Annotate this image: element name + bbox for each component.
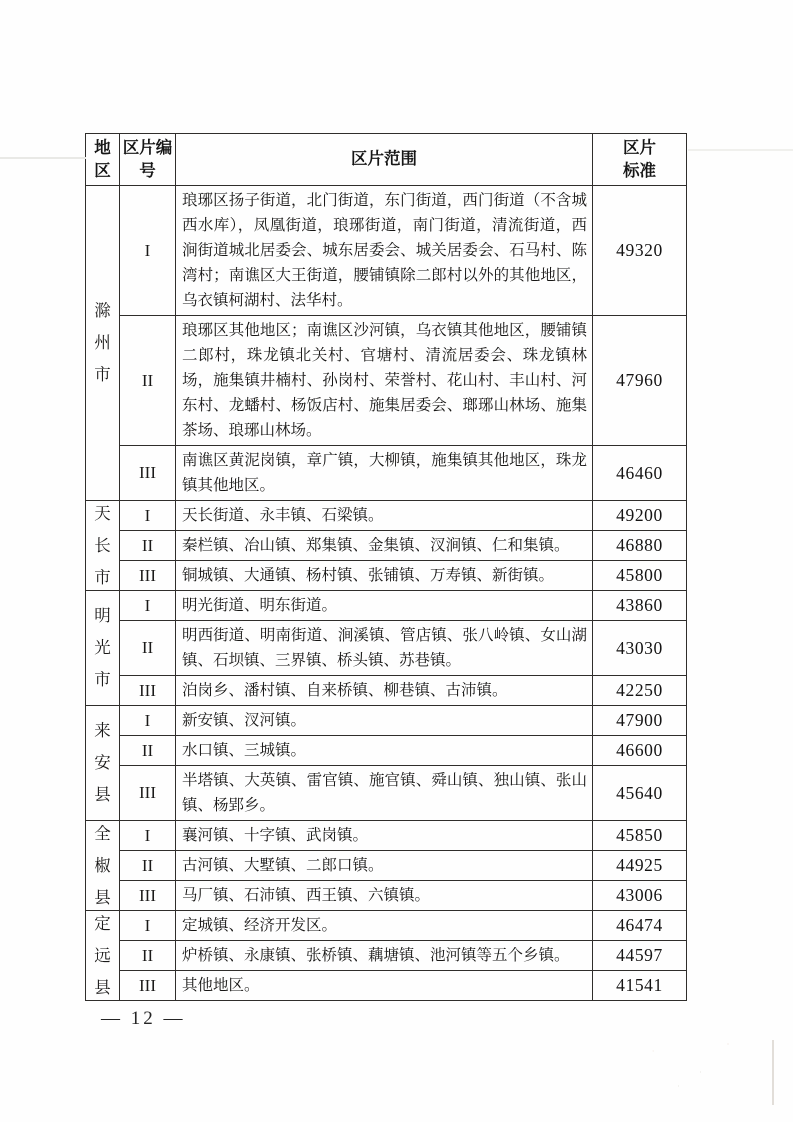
region-char: 来 — [94, 721, 111, 740]
zone-standard-cell: 43860 — [593, 591, 687, 621]
region-char: 县 — [94, 785, 111, 804]
page-number: — 12 — — [101, 1008, 186, 1029]
zone-standard-cell: 44597 — [593, 941, 687, 971]
header-zone-scope-label: 区片范围 — [351, 150, 417, 169]
scan-artifact-noise — [640, 1030, 750, 1100]
region-char: 县 — [94, 887, 111, 907]
zone-scope-cell: 新安镇、汊河镇。 — [176, 706, 593, 736]
zone-scope-cell: 水口镇、三城镇。 — [176, 736, 593, 766]
region-cell — [86, 591, 120, 706]
zone-standard-cell: 42250 — [593, 676, 687, 706]
table-row — [86, 591, 687, 621]
zone-scope-cell: 秦栏镇、冶山镇、郑集镇、金集镇、汊涧镇、仁和集镇。 — [176, 531, 593, 561]
zone-number-cell: II — [120, 736, 176, 766]
region-char: 州 — [94, 333, 111, 352]
zone-number-cell: I — [120, 591, 176, 621]
zone-number-cell: III — [120, 446, 176, 501]
zone-standard-cell: 45800 — [593, 561, 687, 591]
table-row — [86, 736, 687, 766]
region-char: 定 — [94, 913, 111, 933]
header-zone-standard-label: 区片标准 — [623, 138, 656, 180]
region-char: 明 — [94, 606, 111, 625]
table-header-row — [86, 134, 687, 186]
table-row — [86, 501, 687, 531]
table-row — [86, 561, 687, 591]
zone-number-cell: II — [120, 621, 176, 676]
table-row — [86, 531, 687, 561]
zone-standard-cell: 43030 — [593, 621, 687, 676]
region-char: 安 — [94, 753, 111, 772]
region-cell — [86, 911, 120, 1001]
zone-number-cell: III — [120, 881, 176, 911]
header-zone-number-label: 区片编号 — [122, 138, 173, 180]
header-region-label: 地区 — [94, 138, 111, 180]
zone-scope-cell: 铜城镇、大通镇、杨村镇、张铺镇、万寿镇、新街镇。 — [176, 561, 593, 591]
header-zone-number — [120, 134, 176, 186]
table-row — [86, 446, 687, 501]
scan-artifact-streak — [772, 1040, 774, 1105]
zone-scope-cell: 泊岗乡、潘村镇、自来桥镇、柳巷镇、古沛镇。 — [176, 676, 593, 706]
region-char: 市 — [94, 567, 111, 587]
zone-number-cell: I — [120, 821, 176, 851]
table-row — [86, 851, 687, 881]
zone-standard-cell: 49200 — [593, 501, 687, 531]
zone-scope-cell: 天长街道、永丰镇、石梁镇。 — [176, 501, 593, 531]
zone-number-cell: I — [120, 706, 176, 736]
zone-number-cell: III — [120, 971, 176, 1001]
zone-standard-cell: 49320 — [593, 186, 687, 316]
header-region — [86, 134, 120, 186]
table-row — [86, 316, 687, 446]
zone-standard-cell: 46600 — [593, 736, 687, 766]
table-row — [86, 706, 687, 736]
region-char: 滁 — [94, 301, 111, 320]
zone-scope-cell: 琅琊区其他地区；南谯区沙河镇，乌衣镇其他地区，腰铺镇二郎村，珠龙镇北关村、官塘村、清流居委会、珠龙镇林场，施集镇井楠村、孙岗村、荣誉村、花山村、丰山村、河东村、龙蟠村、杨饭店村、施集居委会、瑯琊山林场、施集茶场、琅琊山林场。 — [176, 316, 593, 446]
zone-standard-cell: 46460 — [593, 446, 687, 501]
zone-standard-cell: 45850 — [593, 821, 687, 851]
zone-scope-cell: 炉桥镇、永康镇、张桥镇、藕塘镇、池河镇等五个乡镇。 — [176, 941, 593, 971]
zone-scope-cell: 半塔镇、大英镇、雷官镇、施官镇、舜山镇、独山镇、张山镇、杨郢乡。 — [176, 766, 593, 821]
region-char: 市 — [94, 670, 111, 689]
zone-scope-cell: 其他地区。 — [176, 971, 593, 1001]
region-vertical-label — [86, 825, 119, 907]
table-row — [86, 821, 687, 851]
zone-standard-cell: 46880 — [593, 531, 687, 561]
region-char: 光 — [94, 638, 111, 657]
region-cell — [86, 706, 120, 821]
table-row — [86, 186, 687, 316]
zone-standard-table — [85, 133, 687, 1001]
table-row — [86, 941, 687, 971]
zone-scope-cell: 明光街道、明东街道。 — [176, 591, 593, 621]
region-char: 市 — [94, 365, 111, 384]
header-zone-scope — [176, 134, 593, 186]
zone-number-cell: I — [120, 911, 176, 941]
table-row — [86, 621, 687, 676]
region-char: 远 — [94, 945, 111, 965]
scan-artifact-line — [688, 149, 793, 151]
zone-scope-cell: 古河镇、大墅镇、二郎口镇。 — [176, 851, 593, 881]
zone-standard-cell: 44925 — [593, 851, 687, 881]
table-row — [86, 971, 687, 1001]
region-vertical-label — [86, 915, 119, 997]
zone-scope-cell: 马厂镇、石沛镇、西王镇、六镇镇。 — [176, 881, 593, 911]
zone-standard-cell: 45640 — [593, 766, 687, 821]
region-cell — [86, 501, 120, 591]
zone-number-cell: II — [120, 941, 176, 971]
region-vertical-label — [86, 607, 119, 689]
scan-artifact-line — [0, 157, 86, 159]
region-char: 长 — [94, 535, 111, 555]
zone-standard-cell: 43006 — [593, 881, 687, 911]
table-row — [86, 766, 687, 821]
region-char: 县 — [94, 977, 111, 997]
zone-scope-cell: 明西街道、明南街道、涧溪镇、管店镇、张八岭镇、女山湖镇、石坝镇、三界镇、桥头镇、苏巷镇。 — [176, 621, 593, 676]
table-row — [86, 881, 687, 911]
zone-number-cell: III — [120, 766, 176, 821]
region-cell — [86, 186, 120, 501]
zone-number-cell: III — [120, 676, 176, 706]
region-cell — [86, 821, 120, 911]
header-zone-standard — [593, 134, 687, 186]
zone-number-cell: II — [120, 531, 176, 561]
table-row — [86, 911, 687, 941]
zone-number-cell: III — [120, 561, 176, 591]
region-vertical-label — [86, 722, 119, 804]
region-vertical-label — [86, 302, 119, 384]
zone-scope-cell: 襄河镇、十字镇、武岗镇。 — [176, 821, 593, 851]
zone-standard-cell: 41541 — [593, 971, 687, 1001]
zone-standard-cell: 46474 — [593, 911, 687, 941]
zone-scope-cell: 琅琊区扬子街道，北门街道，东门街道，西门街道（不含城西水库），凤凰街道，琅琊街道，南门街道，清流街道，西涧街道城北居委会、城东居委会、城关居委会、石马村、陈湾村；南谯区大王街道，腰铺镇除二郎村以外的其他地区，乌衣镇柯湖村、法华村。 — [176, 186, 593, 316]
region-char: 椒 — [94, 855, 111, 875]
zone-number-cell: I — [120, 501, 176, 531]
zone-scope-cell: 定城镇、经济开发区。 — [176, 911, 593, 941]
region-vertical-label — [86, 505, 119, 587]
region-char: 全 — [94, 823, 111, 843]
zone-standard-cell: 47960 — [593, 316, 687, 446]
table-row — [86, 676, 687, 706]
zone-scope-cell: 南谯区黄泥岗镇，章广镇，大柳镇，施集镇其他地区，珠龙镇其他地区。 — [176, 446, 593, 501]
zone-number-cell: II — [120, 316, 176, 446]
zone-standard-cell: 47900 — [593, 706, 687, 736]
zone-number-cell: II — [120, 851, 176, 881]
region-char: 天 — [94, 503, 111, 523]
zone-number-cell: I — [120, 186, 176, 316]
